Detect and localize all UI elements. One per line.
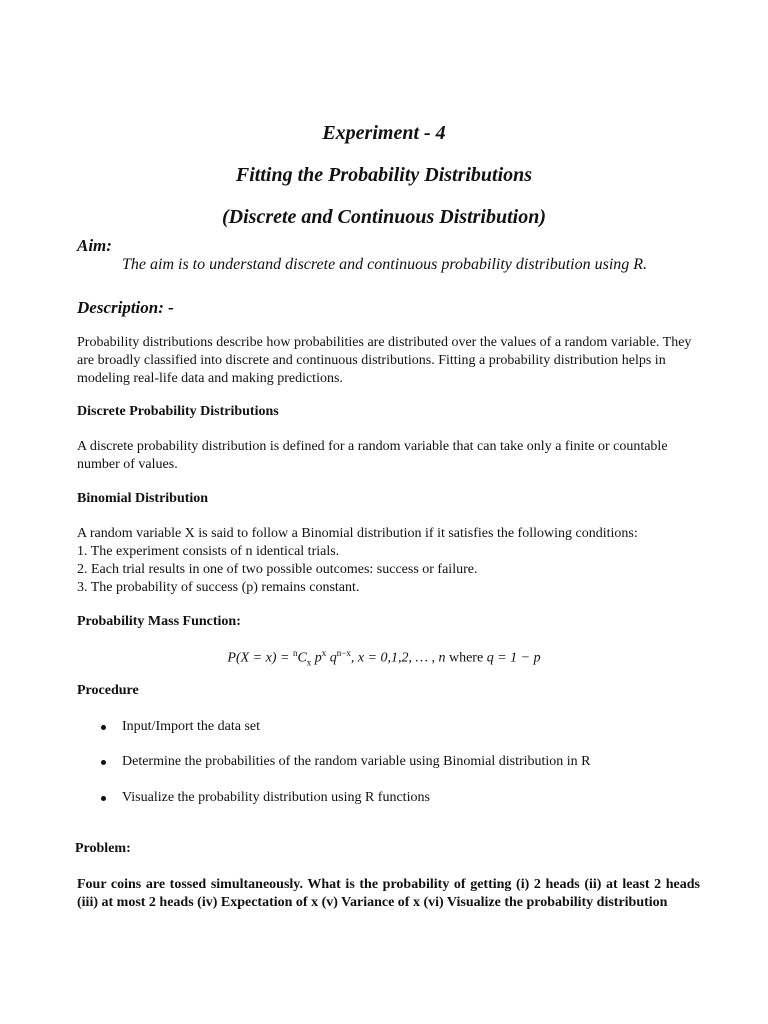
condition-item: 1. The experiment consists of n identical trials. (77, 544, 340, 559)
procedure-item: Determine the probabilities of the random variable using Binomial distribution in R (122, 754, 591, 769)
formula-sup-x: x (321, 648, 327, 658)
bullet-icon (101, 760, 106, 765)
procedure-item: Visualize the probability distribution using R functions (122, 790, 430, 805)
binomial-intro: A random variable X is said to follow a Binomial distribution if it satisfies the following conditions: (77, 526, 638, 541)
discrete-heading: Discrete Probability Distributions (77, 404, 279, 419)
formula-range: , x = 0,1,2, … , n (350, 650, 449, 666)
formula-where: where (448, 650, 484, 666)
experiment-title: Experiment - 4 (322, 122, 446, 144)
aim-text: The aim is to understand discrete and continuous probability distribution using R. (122, 256, 648, 273)
formula-rhs: q = 1 − p (483, 650, 541, 666)
procedure-heading: Procedure (77, 683, 139, 698)
description-paragraph: Probability distributions describe how probabilities are distributed over the values of a random variable. They are broadly classified into discrete and continuous distributions. Fitting a probability distribution helps in modeling real-life data and making predictions. (77, 335, 692, 386)
formula-c: C (297, 650, 307, 666)
discrete-paragraph: A discrete probability distribution is defined for a random variable that can take only a finite or countable number of values. (77, 439, 668, 472)
bullet-icon (101, 796, 106, 801)
aim-label: Aim: (77, 236, 112, 255)
condition-item: 3. The probability of success (p) remains constant. (77, 580, 360, 595)
problem-heading: Problem: (75, 841, 131, 856)
formula-q: q (326, 650, 337, 666)
formula-sub-x: x (306, 657, 312, 668)
pmf-formula (0, 648, 768, 667)
binomial-heading: Binomial Distribution (77, 491, 209, 506)
problem-statement: Four coins are tossed simultaneously. What is the probability of getting (i) 2 heads (ii) at least 2 heads (iii) at most 2 heads (iv) Expectation of x (v) Variance of x (vi) Visualize the probability distribution (77, 877, 700, 910)
condition-item: 2. Each trial results in one of two possible outcomes: success or failure. (77, 562, 478, 577)
bullet-icon (101, 725, 106, 730)
formula-p: p (311, 650, 322, 666)
pmf-heading: Probability Mass Function: (77, 614, 241, 629)
document-subtitle-2: (Discrete and Continuous Distribution) (222, 206, 546, 228)
procedure-item: Input/Import the data set (122, 719, 261, 734)
formula-sup-nx: n−x (336, 648, 351, 658)
formula-lhs: P(X = x) = (227, 650, 293, 666)
document-subtitle: Fitting the Probability Distributions (235, 164, 533, 186)
description-label: Description: - (77, 298, 174, 317)
formula-sup-n: n (292, 648, 298, 658)
binomial-conditions (77, 525, 702, 597)
